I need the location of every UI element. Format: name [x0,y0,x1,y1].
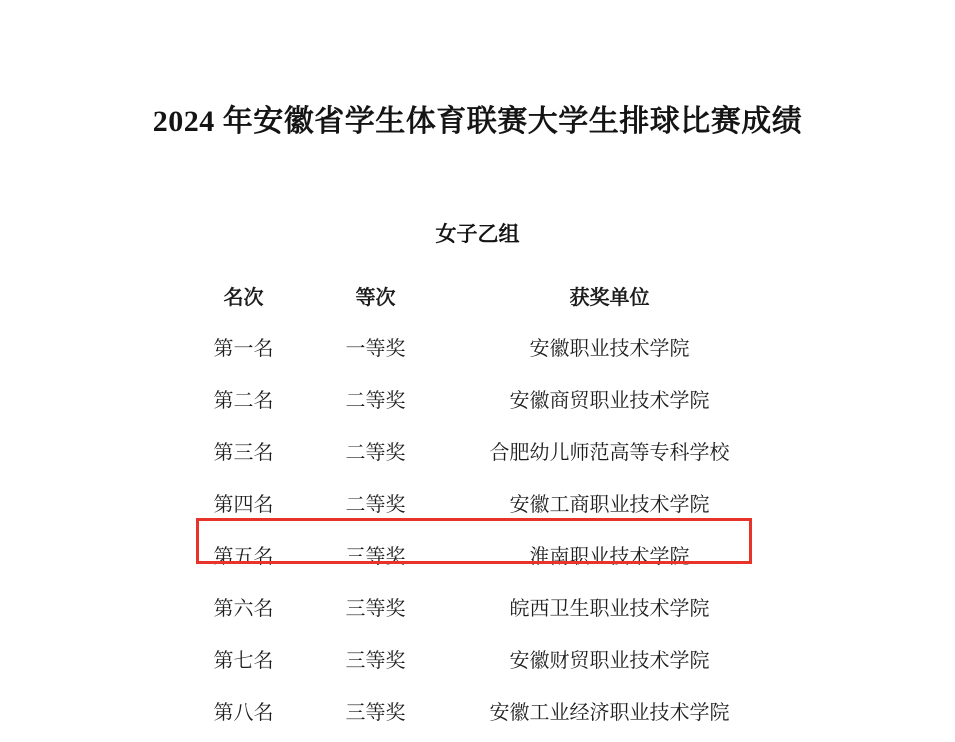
cell-rank: 第一名 [213,337,274,360]
cell-unit: 淮南职业技术学院 [529,545,690,568]
cell-unit: 安徽财贸职业技术学院 [509,649,710,672]
table-row [178,580,778,632]
table-row [178,372,778,424]
table-row [178,684,778,736]
cell-unit: 合肥幼儿师范高等专科学校 [489,441,730,464]
results-table [178,270,778,736]
table-row-highlighted [178,528,778,580]
table-header-row [178,270,778,320]
cell-rank: 第八名 [213,701,274,724]
cell-rank: 第五名 [213,545,274,568]
column-header-grade: 等次 [355,286,396,309]
cell-grade: 二等奖 [345,493,406,516]
group-title: 女子乙组 [435,222,520,246]
column-header-rank: 名次 [223,286,264,309]
cell-grade: 二等奖 [345,441,406,464]
page-title: 2024 年安徽省学生体育联赛大学生排球比赛成绩 [152,105,803,138]
cell-rank: 第三名 [213,441,274,464]
cell-rank: 第二名 [213,389,274,412]
table-row [178,476,778,528]
cell-unit: 安徽商贸职业技术学院 [509,389,710,412]
cell-unit: 安徽工商职业技术学院 [509,493,710,516]
cell-grade: 三等奖 [345,701,406,724]
cell-rank: 第六名 [213,597,274,620]
cell-rank: 第四名 [213,493,274,516]
cell-unit: 安徽职业技术学院 [529,337,690,360]
cell-grade: 二等奖 [345,389,406,412]
table-row [178,320,778,372]
cell-grade: 一等奖 [345,337,406,360]
table-row [178,632,778,684]
cell-unit: 安徽工业经济职业技术学院 [489,701,730,724]
column-header-unit: 获奖单位 [569,286,650,309]
cell-grade: 三等奖 [345,545,406,568]
cell-unit: 皖西卫生职业技术学院 [509,597,710,620]
cell-grade: 三等奖 [345,649,406,672]
table-row [178,424,778,476]
cell-rank: 第七名 [213,649,274,672]
cell-grade: 三等奖 [345,597,406,620]
